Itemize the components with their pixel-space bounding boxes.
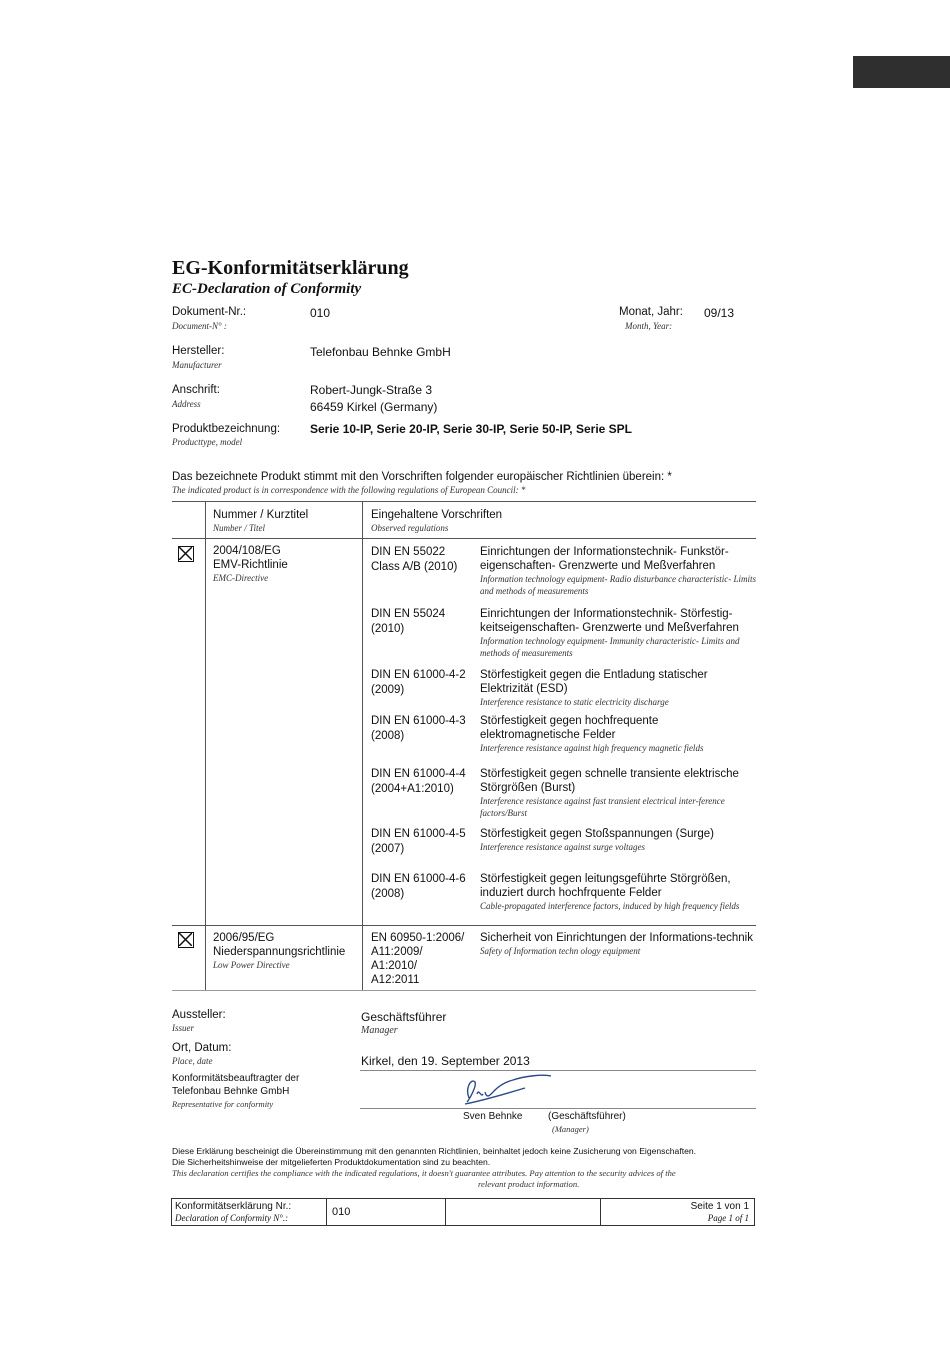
place-date-label: Ort, Datum: xyxy=(172,1042,232,1054)
document-no-value: 010 xyxy=(310,306,331,320)
directive-1-short: EMV-Richtlinie xyxy=(213,559,288,571)
emc-checkbox[interactable] xyxy=(178,546,194,562)
standard-desc: Störfestigkeit gegen hochfrequente elektromagnetische Felder Interference resistance against high frequency magnetic fields xyxy=(480,715,704,753)
document-subtitle: EC-Declaration of Conformity xyxy=(172,281,362,297)
standard-desc: Sicherheit von Einrichtungen der Informations-technik Safety of Information techn ology equipment xyxy=(480,932,753,956)
manufacturer-value: Telefonbau Behnke GmbH xyxy=(310,345,451,359)
box-label: Konformitätserklärung Nr.: xyxy=(175,1201,292,1212)
standard-row: DIN EN 61000-4-4 (2004+A1:2010) xyxy=(371,768,466,795)
low-voltage-checkbox[interactable] xyxy=(178,932,194,948)
box-page-en: Page 1 of 1 xyxy=(707,1213,749,1223)
product-label-en: Producttype, model xyxy=(172,437,243,447)
product-label: Produktbezeichnung: xyxy=(172,423,281,435)
standard-row: DIN EN 55024 (2010) xyxy=(371,608,446,635)
standard-row: DIN EN 61000-4-5 (2007) xyxy=(371,828,466,855)
issuer-value-en: Manager xyxy=(361,1025,398,1036)
box-value: 010 xyxy=(332,1206,351,1218)
signature-line xyxy=(360,1108,756,1109)
footer-note-en: This declaration certifies the compliance with the indicated regulations, it doesn't guarantee attributes. Pay attention to the security advices of the relevant product information. xyxy=(172,1168,676,1189)
standard-desc: Störfestigkeit gegen Stoßspannungen (Surge) Interference resistance against surge voltages xyxy=(480,828,714,852)
representative-label-2: Telefonbau Behnke GmbH xyxy=(172,1086,290,1097)
standard-row: DIN EN 61000-4-6 (2008) xyxy=(371,873,466,900)
table-bottom-line xyxy=(172,990,756,991)
manufacturer-label: Hersteller: xyxy=(172,345,225,357)
standard-row: DIN EN 61000-4-3 (2008) xyxy=(371,715,466,742)
signer-role-en: (Manager) xyxy=(552,1124,589,1134)
table-top-line xyxy=(172,501,756,502)
address-label-en: Address xyxy=(172,399,201,409)
standard-row: DIN EN 55022 Class A/B (2010) xyxy=(371,546,458,573)
issuer-value: Geschäftsführer xyxy=(361,1010,447,1024)
table-mid-line xyxy=(172,925,756,926)
manufacturer-label-en: Manufacturer xyxy=(172,360,222,370)
month-year-label: Monat, Jahr: xyxy=(619,306,683,318)
issuer-label-en: Issuer xyxy=(172,1023,194,1033)
standard-desc: Störfestigkeit gegen die Entladung statischer Elektrizität (ESD) Interference resistance to static electricity discharge xyxy=(480,669,708,707)
table-header-line xyxy=(172,538,756,539)
standard-desc: Einrichtungen der Informationstechnik- Funkstör-eigenschaften- Grenzwerte und Meßverfahren Information technology equipment- Radio disturbance characteristic- Limits and methods of measurements xyxy=(480,546,756,596)
signer-role: (Geschäftsführer) xyxy=(548,1111,626,1122)
month-year-label-en: Month, Year: xyxy=(625,321,673,331)
address-label: Anschrift: xyxy=(172,384,220,396)
col2-header: Eingehaltene Vorschriften xyxy=(371,509,503,521)
month-year-value: 09/13 xyxy=(704,306,735,320)
date-underline xyxy=(360,1070,756,1071)
page-edge-tab xyxy=(853,56,950,88)
issuer-label: Aussteller: xyxy=(172,1009,226,1021)
table-col-line-1 xyxy=(205,501,206,990)
directive-2-number: 2006/95/EG xyxy=(213,932,275,944)
place-date-label-en: Place, date xyxy=(172,1056,213,1066)
document-no-label-en: Document-N° : xyxy=(172,321,227,331)
representative-label-en: Representative for conformity xyxy=(172,1099,274,1109)
directive-1-en: EMC-Directive xyxy=(213,573,269,583)
col1-header: Nummer / Kurztitel xyxy=(213,509,309,521)
address-line1: Robert-Jungk-Straße 3 xyxy=(310,383,433,397)
footer-note-de: Diese Erklärung bescheinigt die Übereinstimmung mit den genannten Richtlinien, beinhaltet jedoch keine Zusicherung von Eigenschaften. Die Sicherheitshinweise der mitgelieferten Produktdokumentation sind zu beachten. xyxy=(172,1146,697,1167)
table-col-line-2 xyxy=(362,501,363,990)
handwritten-signature xyxy=(455,1074,565,1108)
document-no-label: Dokument-Nr.: xyxy=(172,306,247,318)
place-date-value: Kirkel, den 19. September 2013 xyxy=(361,1054,530,1068)
standard-desc: Störfestigkeit gegen schnelle transiente elektrische Störgrößen (Burst) Interference resistance against fast transient electrical inter-ference factors/Burst xyxy=(480,768,739,818)
standard-desc: Einrichtungen der Informationstechnik- Störfestig-keitseigenschaften- Grenzwerte und Meßverfahren Information technology equipment- Immunity characteristic- Limits and methods of measurements xyxy=(480,608,740,658)
cross-mark-icon xyxy=(179,547,192,560)
address-line2: 66459 Kirkel (Germany) xyxy=(310,400,438,414)
directive-2-en: Low Power Directive xyxy=(213,960,290,970)
signer-name: Sven Behnke xyxy=(463,1111,523,1122)
declaration-number-box xyxy=(171,1198,755,1226)
standard-row: EN 60950-1:2006/ A11:2009/ A1:2010/ A12:2011 xyxy=(371,932,465,986)
product-value: Serie 10-IP, Serie 20-IP, Serie 30-IP, Serie 50-IP, Serie SPL xyxy=(310,422,632,436)
cross-mark-icon xyxy=(179,933,192,946)
directive-2-short: Niederspannungsrichtlinie xyxy=(213,946,346,958)
box-label-en: Declaration of Conformity N°.: xyxy=(175,1213,289,1223)
intro-text-en: The indicated product is in correspondence with the following regulations of European Council: * xyxy=(172,485,526,495)
col2-header-en: Observed regulations xyxy=(371,523,449,533)
box-page: Seite 1 von 1 xyxy=(690,1201,749,1212)
standard-desc: Störfestigkeit gegen leitungsgeführte Störgrößen, induziert durch hochfrquente Felder Cable-propagated interference factors, induced by high frequency fields xyxy=(480,873,740,911)
directive-1-number: 2004/108/EG xyxy=(213,545,281,557)
intro-text: Das bezeichnete Produkt stimmt mit den Vorschriften folgender europäischer Richtlinien überein: * xyxy=(172,471,672,483)
col1-header-en: Number / Titel xyxy=(213,523,266,533)
representative-label-1: Konformitätsbeauftragter der xyxy=(172,1073,300,1084)
standard-row: DIN EN 61000-4-2 (2009) xyxy=(371,669,466,696)
document-title: EG-Konformitätserklärung xyxy=(172,257,409,279)
